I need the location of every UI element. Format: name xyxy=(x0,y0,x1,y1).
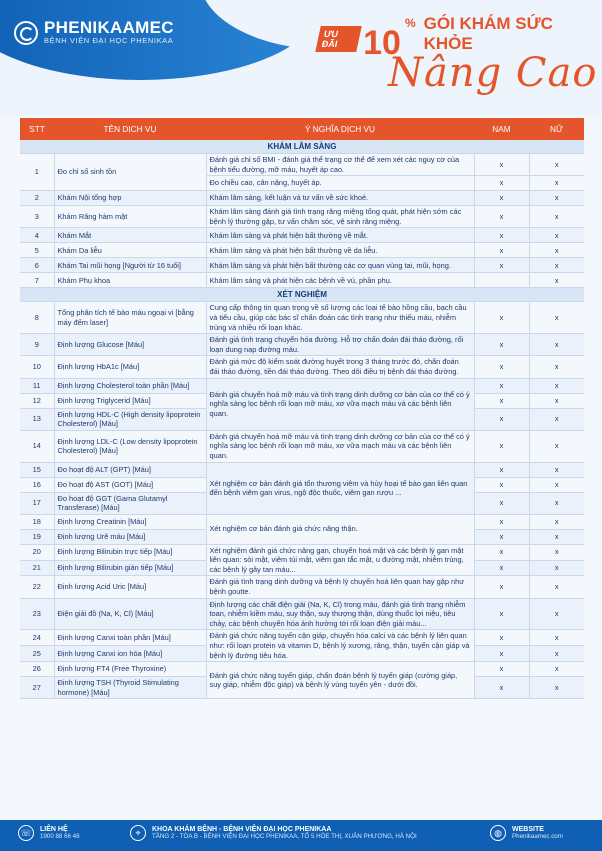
contact-phone[interactable]: 1900 88 66 48 xyxy=(40,833,80,840)
row-male: x xyxy=(474,243,529,258)
row-description: Cung cấp thông tin quan trọng về số lượng các loại tế bào hồng cầu, bạch cầu và tiểu cầu, giúp các bác sĩ chẩn đoán các tình trạng như thiếu máu, nhiễm trùng và nhiều rối loạn khác. xyxy=(206,302,474,334)
row-female: x xyxy=(529,228,584,243)
row-female: x xyxy=(529,544,584,560)
row-service: Định lượng Creatinin [Máu] xyxy=(54,514,206,529)
promo-script-title: Nâng Cao xyxy=(388,50,598,96)
table-row xyxy=(20,598,584,630)
row-female: x xyxy=(529,206,584,228)
row-male: x xyxy=(474,576,529,598)
row-stt: 23 xyxy=(20,598,54,630)
contact-label: LIÊN HỆ xyxy=(40,826,68,833)
row-stt: 27 xyxy=(20,677,54,699)
row-female: x xyxy=(529,677,584,699)
promo-ribbon: ƯU ĐÃI xyxy=(315,26,362,52)
row-stt: 10 xyxy=(20,356,54,378)
row-description: Đánh giá chuyển hoá mỡ máu và tình trạng dinh dưỡng cơ bản của cơ thể có ý nghĩa sàng lọc bệnh rối loạn mỡ máu, xơ vữa mạch máu và các bệnh liên quan. xyxy=(206,430,474,462)
table-row xyxy=(20,206,584,228)
row-stt: 9 xyxy=(20,334,54,356)
table-row xyxy=(20,430,584,462)
promo-title: GÓI KHÁM SỨC KHỎE xyxy=(423,14,553,53)
row-female: x xyxy=(529,492,584,514)
row-male: x xyxy=(474,514,529,529)
row-stt: 20 xyxy=(20,544,54,560)
row-stt: 24 xyxy=(20,630,54,646)
address-text: TẦNG 2 - TÒA B - BỆNH VIỆN ĐẠI HỌC PHENIKAA, TỔ 5 HÒE THỊ, XUÂN PHƯƠNG, HÀ NỘI xyxy=(152,833,417,840)
row-male: x xyxy=(474,356,529,378)
section-row xyxy=(20,140,584,154)
row-description: Đánh giá chỉ số BMI - đánh giá thể trạng cơ thể để xem xét các nguy cơ của bệnh tiểu đường, mỡ máu, huyết áp cao. xyxy=(206,154,474,176)
row-description: Khám lâm sàng và phát hiện bất thường về mắt. xyxy=(206,228,474,243)
table-row xyxy=(20,334,584,356)
row-service: Tổng phân tích tế bào máu ngoại vi [bằng máy đếm laser] xyxy=(54,302,206,334)
footer-website xyxy=(490,825,563,841)
table-row xyxy=(20,514,584,529)
header xyxy=(0,0,602,116)
row-service: Định lượng Urê máu [Máu] xyxy=(54,529,206,544)
row-male: x xyxy=(474,228,529,243)
row-stt: 2 xyxy=(20,191,54,206)
row-description: Khám lâm sàng và phát hiện các bệnh về vú, phần phụ. xyxy=(206,273,474,288)
row-description: Định lượng các chất điện giải (Na, K, Cl) trong máu, đánh giá tình trạng nhiễm toan, nhiễm kiềm máu, suy thận, suy thượng thận, dùng thuốc lợi niệu, tiêu chảy, các bệnh chuyển hóa ảnh hưởng tới rối loạn điện giải máu... xyxy=(206,598,474,630)
row-female: x xyxy=(529,378,584,393)
row-male: x xyxy=(474,492,529,514)
row-description: Khám lâm sàng và phát hiện bất thường các cơ quan vùng tai, mũi, họng. xyxy=(206,258,474,273)
row-male: x xyxy=(474,560,529,576)
table-row xyxy=(20,228,584,243)
row-service: Khám Da liễu xyxy=(54,243,206,258)
table-row xyxy=(20,154,584,176)
row-male: x xyxy=(474,334,529,356)
row-stt: 5 xyxy=(20,243,54,258)
row-male: x xyxy=(474,598,529,630)
row-stt: 22 xyxy=(20,576,54,598)
brand-sub: BỆNH VIỆN ĐẠI HỌC PHENIKAA xyxy=(44,36,174,45)
row-stt: 21 xyxy=(20,560,54,576)
row-description: Xét nghiệm đánh giá chức năng gan, chuyển hoá mật và các bệnh lý gan mật liên quan: sỏi mật, viêm túi mật, viêm gan tắc mật, u đường mật, nhiễm trùng, các bệnh lý gây tan máu... xyxy=(206,544,474,576)
table-row xyxy=(20,191,584,206)
table-row xyxy=(20,662,584,677)
table-row xyxy=(20,258,584,273)
website-link[interactable]: Phenikaamec.com xyxy=(512,833,563,840)
row-stt: 15 xyxy=(20,462,54,477)
service-table xyxy=(20,118,584,699)
row-male: x xyxy=(474,206,529,228)
phone-icon: ☏ xyxy=(18,825,34,841)
row-female: x xyxy=(529,191,584,206)
row-service: Khám Tai mũi họng [Người từ 16 tuổi] xyxy=(54,258,206,273)
row-service: Định lượng Bilirubin trực tiếp [Máu] xyxy=(54,544,206,560)
row-description: Xét nghiệm cơ bản đánh giá tổn thương viêm và hủy hoại tế bào gan liên quan đến bệnh viêm gan virus, ngộ độc thuốc, viêm gan rượu ... xyxy=(206,462,474,514)
row-male: x xyxy=(474,477,529,492)
row-female: x xyxy=(529,560,584,576)
row-stt: 16 xyxy=(20,477,54,492)
row-service: Khám Mắt xyxy=(54,228,206,243)
row-female: x xyxy=(529,273,584,288)
row-service: Định lượng Bilirubin gián tiếp [Máu] xyxy=(54,560,206,576)
row-stt: 14 xyxy=(20,430,54,462)
row-service: Định lượng Canxi ion hóa [Máu] xyxy=(54,646,206,662)
row-female: x xyxy=(529,302,584,334)
row-male: x xyxy=(474,408,529,430)
promo-percent-sign: % xyxy=(404,16,416,30)
row-male: x xyxy=(474,430,529,462)
footer-address xyxy=(130,825,417,841)
col-stt: STT xyxy=(20,118,54,140)
row-stt: 3 xyxy=(20,206,54,228)
row-stt: 6 xyxy=(20,258,54,273)
row-female: x xyxy=(529,529,584,544)
row-description: Khám lâm sàng đánh giá tình trạng răng miệng tổng quát, phát hiện sớm các bệnh lý thường gặp, tư vấn chăm sóc, vệ sinh răng miệng. xyxy=(206,206,474,228)
table-row xyxy=(20,243,584,258)
row-service: Định lượng HbA1c [Máu] xyxy=(54,356,206,378)
promo-percent-value: 10 xyxy=(363,24,401,62)
row-stt: 19 xyxy=(20,529,54,544)
section-title: KHÁM LÂM SÀNG xyxy=(20,140,584,154)
globe-icon: ◍ xyxy=(490,825,506,841)
website-label: WEBSITE xyxy=(512,826,544,833)
col-service: TÊN DỊCH VỤ xyxy=(54,118,206,140)
row-service: Định lượng HDL-C (High density lipoprotein Cholesterol) [Máu] xyxy=(54,408,206,430)
row-stt: 26 xyxy=(20,662,54,677)
brand-name: PHENIKAAMEC xyxy=(44,18,174,37)
table-row xyxy=(20,576,584,598)
row-description: Khám lâm sàng và phát hiện bất thường về da liễu. xyxy=(206,243,474,258)
row-description: Đánh giá chuyển hoá mỡ máu và tình trạng dinh dưỡng cơ bản của cơ thể có ý nghĩa sàng lọc bệnh rối loạn mỡ máu, xơ vữa mạch máu và các bệnh liên quan. xyxy=(206,378,474,430)
row-female: x xyxy=(529,630,584,646)
row-stt: 11 xyxy=(20,378,54,393)
row-female: x xyxy=(529,598,584,630)
row-male: x xyxy=(474,378,529,393)
table-body xyxy=(20,140,584,699)
row-female: x xyxy=(529,243,584,258)
table-row xyxy=(20,544,584,560)
table-row xyxy=(20,356,584,378)
section-title: XÉT NGHIỆM xyxy=(20,288,584,302)
row-male: x xyxy=(474,662,529,677)
row-service: Đo hoạt độ GGT (Gama Glutamyl Transferase) [Máu] xyxy=(54,492,206,514)
row-service: Định lượng Glucose [Máu] xyxy=(54,334,206,356)
row-service: Định lượng TSH (Thyroid Stimulating hormone) [Máu] xyxy=(54,677,206,699)
row-description: Đánh giá mức độ kiểm soát đường huyết trong 3 tháng trước đó, chẩn đoán đái tháo đường, tiền đái tháo đường. Theo dõi điều trị bệnh đái tháo đường. xyxy=(206,356,474,378)
row-female: x xyxy=(529,662,584,677)
row-service: Đo chỉ số sinh tồn xyxy=(54,154,206,191)
row-service: Định lượng Triglycerid [Máu] xyxy=(54,393,206,408)
row-service: Đo hoạt độ AST (GOT) [Máu] xyxy=(54,477,206,492)
row-female: x xyxy=(529,646,584,662)
row-service: Định lượng Canxi toàn phần [Máu] xyxy=(54,630,206,646)
row-description: Đánh giá chức năng tuyến giáp, chẩn đoán bệnh lý tuyến giáp (cường giáp, suy giáp, nhiễm độc giáp) và bệnh lý vùng tuyến yên - dưới đồi. xyxy=(206,662,474,699)
row-service: Khám Răng hàm mặt xyxy=(54,206,206,228)
row-female: x xyxy=(529,356,584,378)
table-row xyxy=(20,273,584,288)
footer xyxy=(0,820,602,851)
row-female: x xyxy=(529,408,584,430)
row-stt: 8 xyxy=(20,302,54,334)
row-female: x xyxy=(529,334,584,356)
row-description: Xét nghiệm cơ bản đánh giá chức năng thận. xyxy=(206,514,474,544)
table-row xyxy=(20,302,584,334)
table-row xyxy=(20,462,584,477)
row-female: x xyxy=(529,430,584,462)
row-service: Điện giải đồ (Na, K, Cl) [Máu] xyxy=(54,598,206,630)
brand-logo xyxy=(14,20,174,45)
row-description: Khám lâm sàng, kết luận và tư vấn về sức khoẻ. xyxy=(206,191,474,206)
row-male: x xyxy=(474,191,529,206)
row-female-2: x xyxy=(529,176,584,191)
row-stt: 12 xyxy=(20,393,54,408)
row-male: x xyxy=(474,462,529,477)
row-male-2: x xyxy=(474,176,529,191)
row-female: x xyxy=(529,576,584,598)
row-male: x xyxy=(474,154,529,176)
row-service: Định lượng Acid Uric [Máu] xyxy=(54,576,206,598)
row-female: x xyxy=(529,258,584,273)
table-header-row xyxy=(20,118,584,140)
phenikaa-logo-icon xyxy=(14,21,38,45)
row-male: x xyxy=(474,630,529,646)
row-male: x xyxy=(474,646,529,662)
row-stt: 1 xyxy=(20,154,54,191)
col-female: NỮ xyxy=(529,118,584,140)
row-stt: 18 xyxy=(20,514,54,529)
row-male: x xyxy=(474,258,529,273)
row-description-2: Đo chiều cao, cân nặng, huyết áp. xyxy=(206,176,474,191)
row-male xyxy=(474,273,529,288)
row-service: Khám Phụ khoa xyxy=(54,273,206,288)
location-pin-icon: ⌖ xyxy=(130,825,146,841)
col-male: NAM xyxy=(474,118,529,140)
row-male: x xyxy=(474,393,529,408)
row-male: x xyxy=(474,544,529,560)
row-female: x xyxy=(529,154,584,176)
row-female: x xyxy=(529,393,584,408)
row-female: x xyxy=(529,514,584,529)
table-row xyxy=(20,630,584,646)
row-stt: 25 xyxy=(20,646,54,662)
row-female: x xyxy=(529,477,584,492)
row-description: Đánh giá chức năng tuyến cận giáp, chuyển hóa calci và các bệnh lý liên quan như: rối loạn protein và vitamin D, bệnh lý xương, răng, thận, tuyến cận giáp và bệnh lý đường tiêu hóa. xyxy=(206,630,474,662)
row-service: Định lượng LDL-C (Low density lipoprotein Cholesterol) [Máu] xyxy=(54,430,206,462)
footer-contact xyxy=(18,825,80,841)
row-stt: 4 xyxy=(20,228,54,243)
table-row xyxy=(20,378,584,393)
section-row xyxy=(20,288,584,302)
row-service: Khám Nội tổng hợp xyxy=(54,191,206,206)
row-service: Định lượng FT4 (Free Thyroxine) xyxy=(54,662,206,677)
col-meaning: Ý NGHĨA DỊCH VỤ xyxy=(206,118,474,140)
row-male: x xyxy=(474,302,529,334)
row-female: x xyxy=(529,462,584,477)
row-description: Đánh giá tình trạng chuyển hóa đường. Hỗ trợ chẩn đoán đái tháo đường, rối loạn dung nạp đường máu. xyxy=(206,334,474,356)
row-male: x xyxy=(474,529,529,544)
row-male: x xyxy=(474,677,529,699)
row-service: Định lượng Cholesterol toàn phần [Máu] xyxy=(54,378,206,393)
row-stt: 17 xyxy=(20,492,54,514)
row-service: Đo hoạt độ ALT (GPT) [Máu] xyxy=(54,462,206,477)
row-description: Đánh giá tình trạng dinh dưỡng và bệnh lý chuyển hoá liên quan hay gặp như bệnh goutte. xyxy=(206,576,474,598)
row-stt: 13 xyxy=(20,408,54,430)
address-title: KHOA KHÁM BỆNH - BỆNH VIỆN ĐẠI HỌC PHENIKAA xyxy=(152,826,332,833)
row-stt: 7 xyxy=(20,273,54,288)
